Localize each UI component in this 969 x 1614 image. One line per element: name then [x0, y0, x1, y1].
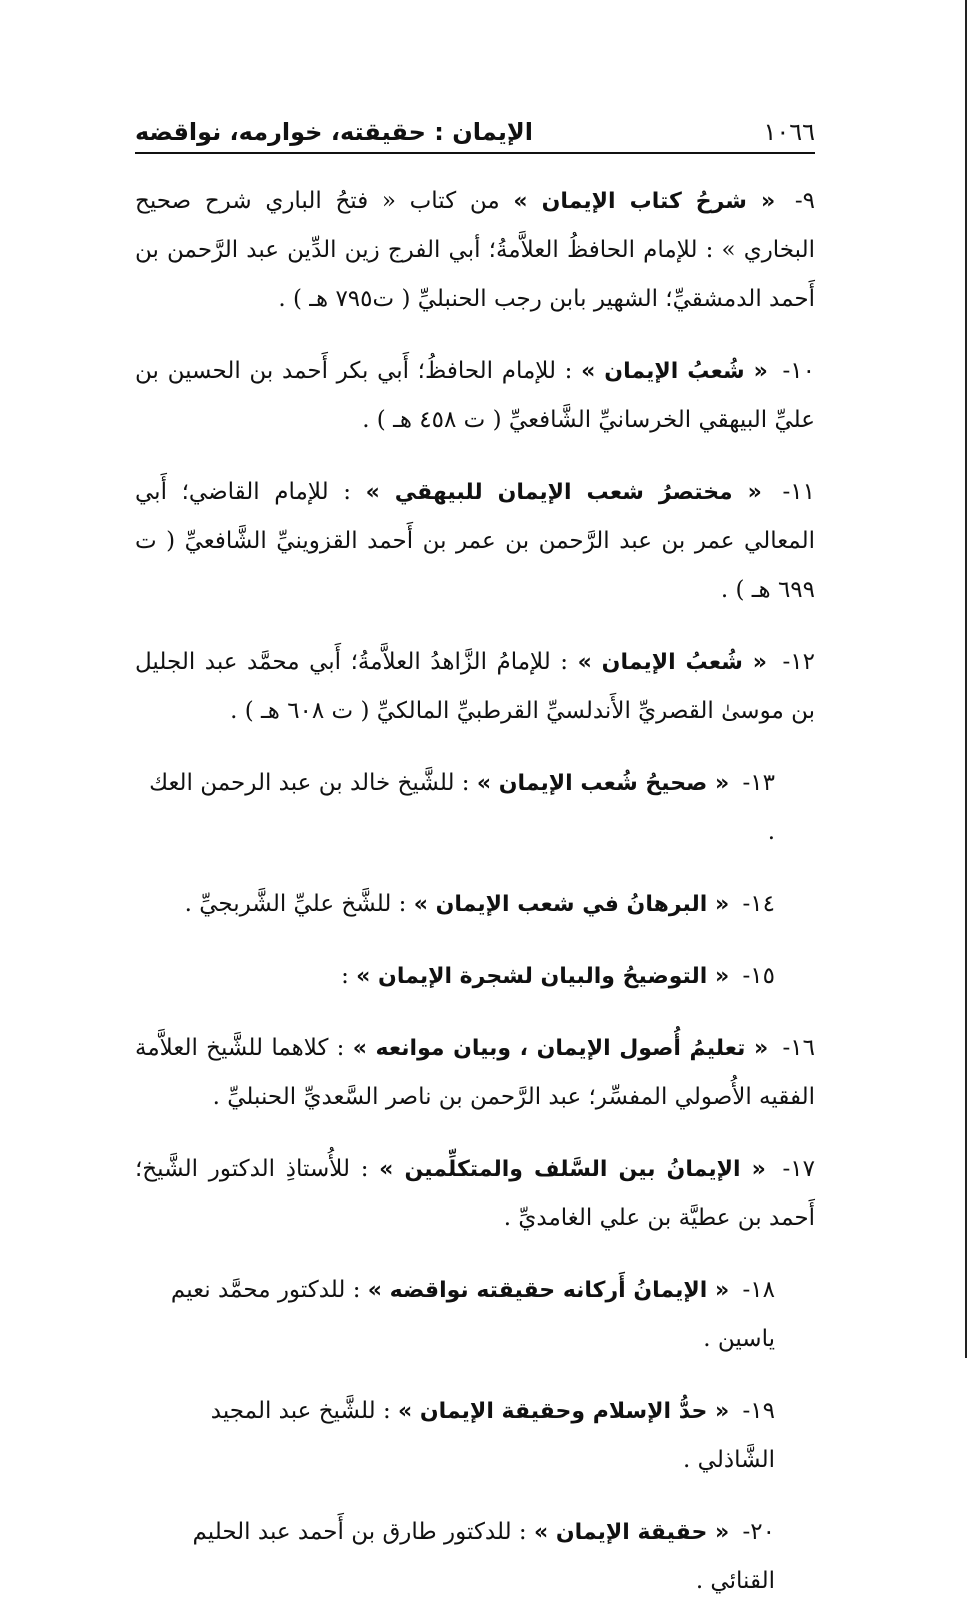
list-item: [135, 1145, 815, 1243]
bibliography-list: [135, 177, 815, 1606]
entry-text: : كلاهما للشَّيخ العلاَّمة الفقيه الأُصولي المفسِّر؛ عبد الرَّحمن بن ناصر السَّعديِّ الحنبليِّ .: [135, 1035, 815, 1110]
list-item: [135, 347, 815, 445]
entry-number: ١٥-: [735, 963, 775, 989]
entry-text: : للدكتور طارق بن أَحمد عبد الحليم القنائي .: [192, 1519, 775, 1594]
entry-number: ١٢-: [772, 649, 815, 675]
list-item: [135, 759, 815, 857]
list-item: [135, 468, 815, 615]
entry-number: ١٩-: [735, 1398, 775, 1424]
entry-text: : للإمامُ الزَّاهدُ العلاَّمةُ؛ أَبي محمَّد عبد الجليل بن موسىٰ القصريِّ الأَندلسيِّ القرطبيِّ المالكيِّ ( ت ٦٠٨ هـ ) .: [135, 649, 815, 724]
entry-title: « حدُّ الإسلام وحقيقة الإيمان »: [398, 1399, 730, 1424]
list-item: [135, 952, 815, 1001]
entry-number: ١٤-: [735, 891, 775, 917]
entry-text: من كتاب « فتحُ الباري شرح صحيح البخاري » : للإمام الحافظُ العلاَّمةُ؛ أبي الفرج زين الدِّين عبد الرَّحمن بن أَحمد الدمشقيِّ؛ الشهير بابن رجب الحنبليِّ ( ت٧٩٥ هـ ) .: [135, 188, 815, 312]
entry-number: ١٠-: [773, 358, 815, 384]
entry-title: « التوضيحُ والبيان لشجرة الإيمان »: [356, 964, 730, 989]
entry-number: ١١-: [767, 479, 815, 505]
list-item: [135, 1024, 815, 1122]
entry-text: :: [341, 963, 357, 989]
entry-title: « تعليمُ أُصول الإيمان ، وبيان موانعه »: [352, 1036, 769, 1061]
entry-title: « صحيحُ شُعب الإيمان »: [476, 771, 730, 796]
entry-title: « حقيقة الإيمان »: [533, 1520, 730, 1545]
entry-text: : للشَّيخ عبد المجيد الشَّاذلي .: [210, 1398, 775, 1473]
running-title: الإيمان : حقيقته، خوارمه، نواقضه: [135, 118, 533, 146]
entry-title: « شُعبُ الإيمان »: [577, 650, 767, 675]
entry-number: ٢٠-: [735, 1519, 775, 1545]
entry-title: « الإيمانُ أَركانه حقيقته نواقضه »: [367, 1278, 730, 1303]
list-item: [135, 177, 815, 324]
entry-number: ١٧-: [771, 1156, 815, 1182]
list-item: [135, 880, 815, 929]
entry-text: : للإمام القاضي؛ أَبي المعالي عمر بن عبد الرَّحمن بن عمر بن أَحمد القزوينيِّ الشَّافعيِّ ( ت ٦٩٩ هـ ) .: [135, 479, 815, 603]
book-page: [135, 100, 815, 1614]
entry-text: : للإمام الحافظُ؛ أَبي بكر أَحمد بن الحسين بن عليِّ البيهقي الخرسانيِّ الشَّافعيِّ ( ت ٤٥٨ هـ ) .: [135, 358, 815, 433]
entry-number: ١٨-: [735, 1277, 775, 1303]
entry-number: ٩-: [781, 188, 815, 214]
page-edge-line: [965, 0, 967, 1358]
list-item: [135, 1508, 815, 1606]
entry-text: : للشَّخ عليِّ الشَّربجيِّ .: [184, 891, 414, 917]
entry-number: ١٣-: [735, 770, 775, 796]
list-item: [135, 638, 815, 736]
page-number: ١٠٦٦: [763, 118, 815, 146]
entry-text: : للأُستاذِ الدكتور الشَّيخ؛ أَحمد بن عطيَّة بن علي الغامديِّ .: [135, 1156, 815, 1231]
entry-title: « شرحُ كتاب الإيمان »: [513, 189, 776, 214]
entry-number: ١٦-: [774, 1035, 815, 1061]
entry-text: : للدكتور محمَّد نعيم ياسين .: [170, 1277, 775, 1352]
running-header: [135, 100, 815, 154]
list-item: [135, 1387, 815, 1485]
entry-title: « مختصرُ شعب الإيمان للبيهقي »: [365, 480, 762, 505]
list-item: [135, 1266, 815, 1364]
entry-title: « الإيمانُ بين السَّلف والمتكلِّمين »: [379, 1157, 766, 1182]
entry-text: : للشَّيخ خالد بن عبد الرحمن العك .: [149, 770, 775, 845]
entry-title: « شُعبُ الإيمان »: [581, 359, 768, 384]
entry-title: « البرهانُ في شعب الإيمان »: [413, 892, 730, 917]
